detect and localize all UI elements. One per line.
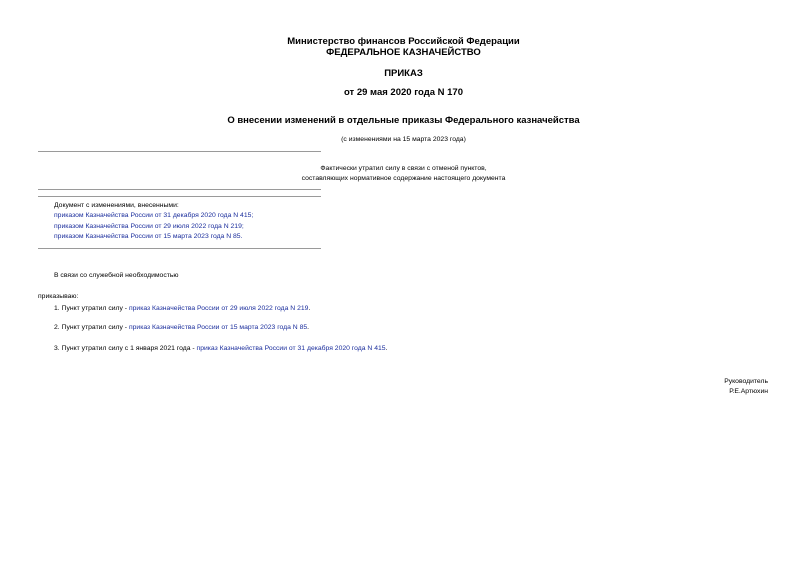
point-3-link[interactable]: приказ Казначейства России от 31 декабря 2020 года N 415 xyxy=(196,345,386,352)
point-2-suffix: . xyxy=(307,324,310,331)
point-2-link[interactable]: приказ Казначейства России от 15 марта 2023 года N 85 xyxy=(128,324,308,331)
doc-date-number: от 29 мая 2020 года N 170 xyxy=(343,87,464,98)
point-1-link[interactable]: приказ Казначейства России от 29 июля 2022 года N 219 xyxy=(128,305,309,312)
page-title: О внесении изменений в отдельные приказы Федерального казначейства xyxy=(227,115,580,126)
point-3-suffix: . xyxy=(385,345,388,352)
point-1-prefix: 1. Пункт утратил силу - xyxy=(54,305,129,312)
change-link-1[interactable]: приказом Казначейства России от 31 декабря 2020 года N 415; xyxy=(54,212,254,220)
signature-position: Руководитель xyxy=(724,378,768,385)
ministry-name: Министерство финансов Российской Федерации xyxy=(287,36,520,47)
point-3 xyxy=(54,345,387,353)
point-2 xyxy=(54,324,309,332)
doc-type: ПРИКАЗ xyxy=(384,68,423,79)
revision-note: (с изменениями на 15 марта 2023 года) xyxy=(341,136,466,143)
changes-heading: Документ с изменениями, внесенными: xyxy=(54,202,179,209)
divider-changes-upper xyxy=(38,189,321,190)
status-notice-line2: составляющих нормативное содержание настоящего документа xyxy=(301,175,506,182)
status-notice-line1: Фактически утратил силу в связи с отменой пунктов, xyxy=(320,165,487,172)
change-link-3[interactable]: приказом Казначейства России от 15 марта 2023 года N 85. xyxy=(54,232,243,240)
signature-name: Р.Е.Артюхин xyxy=(729,388,768,395)
point-1-suffix: . xyxy=(308,305,311,312)
preamble: В связи со служебной необходимостью xyxy=(54,272,179,279)
agency-name: ФЕДЕРАЛЬНОЕ КАЗНАЧЕЙСТВО xyxy=(326,47,481,58)
point-2-prefix: 2. Пункт утратил силу - xyxy=(54,324,129,331)
divider-changes-lower xyxy=(38,196,321,197)
order-word: приказываю: xyxy=(38,293,79,300)
changes-list xyxy=(54,201,253,242)
divider-changes-bottom xyxy=(38,248,321,249)
point-1 xyxy=(54,305,310,313)
divider-top xyxy=(38,151,321,152)
point-3-prefix: 3. Пункт утратил силу с 1 января 2021 года - xyxy=(54,345,197,352)
change-link-2[interactable]: приказом Казначейства России от 29 июля 2022 года N 219; xyxy=(54,222,244,230)
